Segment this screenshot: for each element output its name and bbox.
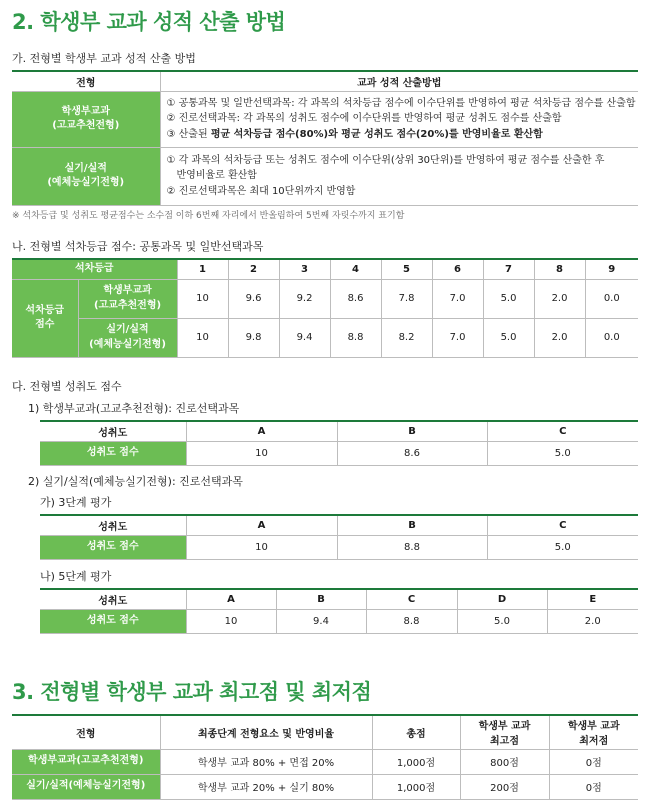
achievement-score-cell: 8.6 xyxy=(337,441,487,465)
maxmin-row-label: 학생부교과(고교추천전형) xyxy=(12,749,160,774)
maxmin-total-cell: 1,000점 xyxy=(372,774,460,799)
achievement-level: B xyxy=(337,515,487,535)
method-row-gyogwa-label xyxy=(12,91,160,147)
da-part2-title: 2) 실기/실적(예체능실기전형): 진로선택과목 xyxy=(28,475,243,488)
da-part2-na-title: 나) 5단계 평가 xyxy=(40,570,112,583)
desc-emphasis: 평균 석차등급 점수(80%)와 평균 성취도 점수(20%)를 반영비율로 환산함 xyxy=(210,128,543,140)
maxmin-min-cell: 0점 xyxy=(549,749,638,774)
achievement-level: C xyxy=(366,589,457,609)
achievement-score-cell: 5.0 xyxy=(457,609,547,633)
maxmin-row-label: 실기/실적(예체능실기전형) xyxy=(12,774,160,799)
grade-score-cell: 9.4 xyxy=(279,318,330,357)
grade-score-cell: 0.0 xyxy=(585,318,638,357)
label-line: (고교추천전형) xyxy=(52,120,120,131)
max-min-table xyxy=(12,714,638,800)
grade-header: 4 xyxy=(330,259,381,279)
grade-header: 3 xyxy=(279,259,330,279)
label-line: 실기/실적 xyxy=(64,162,107,174)
grade-score-cell: 2.0 xyxy=(534,279,585,318)
achievement-score-cell: 8.8 xyxy=(366,609,457,633)
achievement-table-1 xyxy=(40,420,638,466)
grade-score-cell: 5.0 xyxy=(483,279,534,318)
achievement-score-cell: 10 xyxy=(186,609,276,633)
header-line: 최고점 xyxy=(490,736,519,748)
achievement-table-3level xyxy=(40,514,638,560)
grade-score-table xyxy=(12,258,638,358)
grade-header: 8 xyxy=(534,259,585,279)
achievement-row-label: 성취도 점수 xyxy=(40,535,186,559)
achievement-score-cell: 10 xyxy=(186,535,337,559)
label-line: (예체능실기전형) xyxy=(89,338,166,350)
grade-score-cell: 7.8 xyxy=(381,279,432,318)
achievement-score-cell: 2.0 xyxy=(547,609,638,633)
label-line: 실기/실적 xyxy=(106,324,149,335)
grade-header: 5 xyxy=(381,259,432,279)
grade-header: 9 xyxy=(585,259,638,279)
da-part1-title: 1) 학생부교과(고교추천전형): 진로선택과목 xyxy=(28,402,240,415)
section2-title: 2. 학생부 교과 성적 산출 방법 xyxy=(12,10,286,34)
grade-score-cell: 10 xyxy=(177,279,228,318)
header-line: 학생부 교과 xyxy=(478,721,531,733)
achievement-level: D xyxy=(457,589,547,609)
grade-header: 6 xyxy=(432,259,483,279)
grade-header: 2 xyxy=(228,259,279,279)
section2-ga-title: 가. 전형별 학생부 교과 성적 산출 방법 xyxy=(12,52,196,65)
achievement-row-label: 성취도 점수 xyxy=(40,441,186,465)
grade-score-cell: 8.8 xyxy=(330,318,381,357)
grade-score-cell: 9.8 xyxy=(228,318,279,357)
maxmin-min-cell: 0점 xyxy=(549,774,638,799)
grade-header: 7 xyxy=(483,259,534,279)
label-line: 점수 xyxy=(35,319,55,330)
grade-header: 1 xyxy=(177,259,228,279)
grade-group-label xyxy=(12,279,78,357)
header-line: 최저점 xyxy=(579,736,609,748)
desc-line: ① 공통과목 및 일반선택과목: 각 과목의 석차등급 점수에 이수단위를 반영하여 평균 석차등급 점수를 산출함 xyxy=(166,97,636,109)
grade-score-cell: 9.2 xyxy=(279,279,330,318)
grade-header-label: 석차등급 xyxy=(12,259,177,279)
grade-score-cell: 10 xyxy=(177,318,228,357)
achievement-score-cell: 5.0 xyxy=(487,535,638,559)
maxmin-header-max xyxy=(460,715,549,749)
achievement-level: A xyxy=(186,421,337,441)
achievement-level: C xyxy=(487,421,638,441)
desc-line xyxy=(167,127,639,143)
grade-score-cell: 2.0 xyxy=(534,318,585,357)
grade-score-cell: 7.0 xyxy=(432,318,483,357)
achievement-header-label: 성취도 xyxy=(40,589,186,609)
achievement-level: B xyxy=(337,421,487,441)
grade-row-gyogwa-label xyxy=(78,279,177,318)
label-line: 학생부교과 xyxy=(103,285,152,296)
grade-score-cell: 8.2 xyxy=(381,318,432,357)
desc-line: ② 진로선택과목은 최대 10단위까지 반영함 xyxy=(166,185,356,197)
label-line: (예체능실기전형) xyxy=(47,177,125,188)
achievement-score-cell: 9.4 xyxy=(276,609,366,633)
maxmin-header-total: 총점 xyxy=(372,715,460,749)
grade-score-cell: 0.0 xyxy=(585,279,638,318)
section2-da-title: 다. 전형별 성취도 점수 xyxy=(12,380,122,393)
achievement-row-label: 성취도 점수 xyxy=(40,609,186,633)
maxmin-max-cell: 800점 xyxy=(460,749,549,774)
header-line: 학생부 교과 xyxy=(567,721,620,733)
achievement-score-cell: 8.8 xyxy=(337,535,487,559)
achievement-level: C xyxy=(487,515,638,535)
maxmin-ratio-cell: 학생부 교과 80% + 면접 20% xyxy=(160,749,372,774)
desc-line: ② 진로선택과목: 각 과목의 성취도 점수에 이수단위를 반영하여 평균 성취도 점수를 산출함 xyxy=(166,113,562,125)
method-header-type: 전형 xyxy=(12,71,160,91)
method-row-silgi-label xyxy=(12,147,160,205)
achievement-header-label: 성취도 xyxy=(40,515,186,535)
maxmin-ratio-cell: 학생부 교과 20% + 실기 80% xyxy=(160,774,372,799)
method-header-method: 교과 성적 산출방법 xyxy=(160,71,638,91)
achievement-header-label: 성취도 xyxy=(40,421,186,441)
method-table xyxy=(12,70,638,206)
desc-prefix: ③ 산출된 xyxy=(166,128,211,140)
grade-score-cell: 9.6 xyxy=(228,279,279,318)
desc-line: 반영비율로 환산함 xyxy=(176,170,257,182)
section3-title: 3. 전형별 학생부 교과 최고점 및 최저점 xyxy=(12,680,372,704)
maxmin-total-cell: 1,000점 xyxy=(372,749,460,774)
maxmin-header-type: 전형 xyxy=(12,715,160,749)
rounding-note: ※ 석차등급 및 성취도 평균점수는 소수점 이하 6번째 자리에서 반올림하여 5번째 자릿수까지 표기함 xyxy=(12,211,405,221)
achievement-level: A xyxy=(186,515,337,535)
label-line: 학생부교과 xyxy=(61,105,110,117)
section2-na-title: 나. 전형별 석차등급 점수: 공통과목 및 일반선택과목 xyxy=(12,240,264,253)
grade-score-cell: 7.0 xyxy=(432,279,483,318)
maxmin-header-ratio: 최종단계 전형요소 및 반영비율 xyxy=(160,715,372,749)
achievement-level: B xyxy=(276,589,366,609)
grade-row-silgi-label xyxy=(78,318,177,357)
method-row-silgi-desc xyxy=(160,147,638,205)
method-row-gyogwa-desc xyxy=(160,91,638,147)
da-part2-ga-title: 가) 3단계 평가 xyxy=(40,496,112,509)
grade-score-cell: 5.0 xyxy=(483,318,534,357)
achievement-table-5level xyxy=(40,588,638,634)
grade-score-cell: 8.6 xyxy=(330,279,381,318)
maxmin-max-cell: 200점 xyxy=(460,774,549,799)
maxmin-header-min xyxy=(549,715,638,749)
achievement-level: E xyxy=(547,589,638,609)
label-line: (고교추천전형) xyxy=(93,299,162,311)
label-line: 석차등급 xyxy=(25,304,65,316)
achievement-score-cell: 5.0 xyxy=(487,441,638,465)
achievement-score-cell: 10 xyxy=(186,441,337,465)
achievement-level: A xyxy=(186,589,276,609)
desc-line: ① 각 과목의 석차등급 또는 성취도 점수에 이수단위(상위 30단위)를 반영하여 평균 점수를 산출한 후 xyxy=(166,154,605,166)
